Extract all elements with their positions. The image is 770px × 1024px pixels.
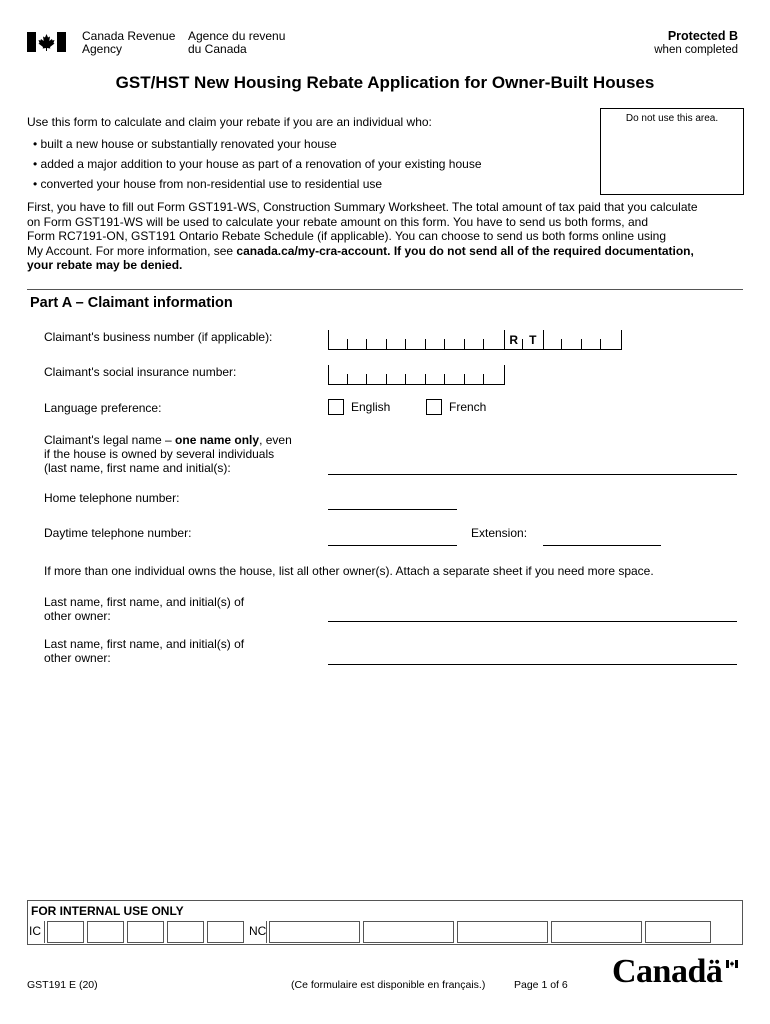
internal-use-cells bbox=[28, 921, 711, 943]
form-id: GST191 E (20) bbox=[27, 979, 98, 991]
form-title: GST/HST New Housing Rebate Application for Owner-Built Houses bbox=[115, 73, 655, 92]
daytime-phone-label: Daytime telephone number: bbox=[44, 526, 192, 540]
sin-label: Claimant's social insurance number: bbox=[44, 365, 237, 379]
english-label: English bbox=[351, 400, 391, 414]
department-name-fr: Agence du revenu du Canada bbox=[188, 29, 286, 56]
daytime-phone-input[interactable] bbox=[328, 545, 457, 546]
internal-cell[interactable] bbox=[167, 921, 204, 943]
internal-cell[interactable] bbox=[207, 921, 244, 943]
bn-t-label: T bbox=[523, 330, 543, 350]
department-name-en: Canada Revenue Agency bbox=[82, 29, 176, 56]
internal-cell[interactable] bbox=[457, 921, 548, 943]
internal-cell[interactable] bbox=[87, 921, 124, 943]
list-item: • added a major addition to your house as part of a renovation of your existing house bbox=[33, 157, 482, 171]
page-number: Page 1 of 6 bbox=[514, 979, 568, 991]
internal-use-box bbox=[27, 900, 743, 945]
canada-flag-icon bbox=[27, 32, 66, 52]
business-number-field[interactable] bbox=[328, 330, 622, 350]
intro-text: Use this form to calculate and claim your rebate if you are an individual who: bbox=[27, 115, 432, 129]
do-not-use-area: Do not use this area. bbox=[600, 108, 744, 195]
wordmark-flag-icon bbox=[726, 960, 738, 968]
other-owner-label: Last name, first name, and initial(s) of other owner: bbox=[44, 637, 245, 665]
part-a-title: Part A – Claimant information bbox=[30, 295, 233, 311]
my-account-link[interactable]: canada.ca/my-cra-account bbox=[236, 243, 388, 258]
french-label: French bbox=[449, 400, 487, 414]
bn-r-label: R bbox=[504, 330, 524, 350]
internal-use-heading: FOR INTERNAL USE ONLY bbox=[31, 904, 184, 918]
business-number-label: Claimant's business number (if applicable): bbox=[44, 330, 273, 344]
other-owner-input[interactable] bbox=[328, 664, 737, 665]
part-divider bbox=[27, 289, 743, 290]
other-owner-input[interactable] bbox=[328, 621, 737, 622]
list-item: • built a new house or substantially renovated your house bbox=[33, 137, 337, 151]
internal-cell[interactable] bbox=[269, 921, 360, 943]
instructions-paragraph: First, you have to fill out Form GST191-WS, Construction Summary Worksheet. The total amount of tax paid that you calculate on Form GST191-WS will be used to calculate your rebate amount on this form. You have to send us both forms, and Form RC7191-ON, GST191 Ontario Rebate Schedule (if applicable). You can choose to send us both forms online using My Account. For more information, see canada.ca/my-cra-account. If you do not send all of the required documentation, your rebate may be denied. bbox=[27, 200, 698, 272]
ic-label: IC bbox=[28, 921, 45, 943]
protected-b-label: Protected B when completed bbox=[654, 29, 738, 56]
home-phone-input[interactable] bbox=[328, 509, 457, 510]
canada-wordmark: Canadä bbox=[612, 953, 723, 990]
home-phone-label: Home telephone number: bbox=[44, 491, 180, 505]
other-owners-note: If more than one individual owns the house, list all other owner(s). Attach a separate sheet if you need more space. bbox=[44, 564, 654, 578]
list-item: • converted your house from non-residential use to residential use bbox=[33, 177, 383, 191]
extension-input[interactable] bbox=[543, 545, 661, 546]
legal-name-input[interactable] bbox=[328, 474, 737, 475]
french-checkbox[interactable] bbox=[426, 399, 442, 415]
internal-cell[interactable] bbox=[551, 921, 642, 943]
english-checkbox[interactable] bbox=[328, 399, 344, 415]
internal-cell[interactable] bbox=[47, 921, 84, 943]
extension-label: Extension: bbox=[471, 526, 528, 540]
sin-field[interactable] bbox=[328, 365, 505, 385]
french-availability-note: (Ce formulaire est disponible en français.) bbox=[291, 979, 486, 991]
other-owner-label: Last name, first name, and initial(s) of other owner: bbox=[44, 595, 245, 623]
nc-label: NC bbox=[247, 921, 267, 943]
internal-cell[interactable] bbox=[363, 921, 454, 943]
internal-cell[interactable] bbox=[645, 921, 711, 943]
internal-cell[interactable] bbox=[127, 921, 164, 943]
legal-name-label: Claimant's legal name – one name only, even if the house is owned by several individuals (last name, first name and initial(s): bbox=[44, 433, 292, 475]
language-label: Language preference: bbox=[44, 401, 162, 415]
